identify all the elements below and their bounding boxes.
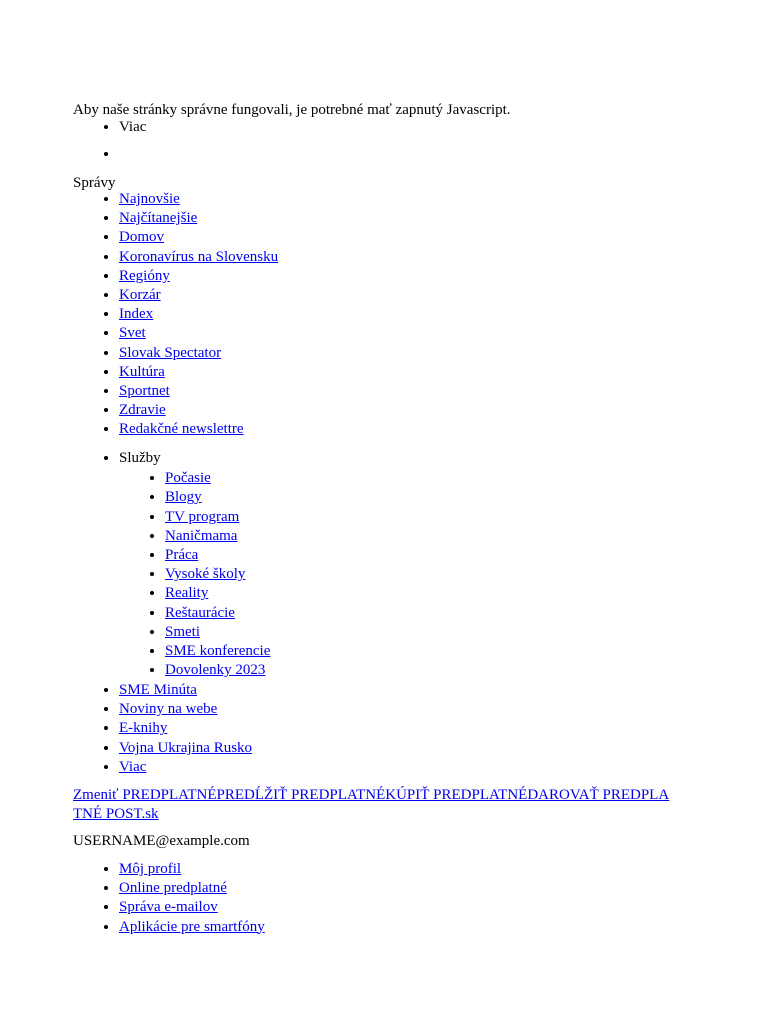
services-link-pocasie[interactable]: Počasie [165, 470, 211, 487]
extra-link-viac[interactable]: Viac [119, 758, 147, 775]
top-menu-more[interactable]: • Viac [119, 118, 759, 137]
extra-link-sme-minuta[interactable]: SME Minúta [119, 682, 197, 698]
news-menu-item [119, 228, 759, 247]
news-menu-item [119, 344, 759, 363]
news-link-index[interactable]: Index [119, 306, 154, 323]
profile-link-aplikacie[interactable]: Aplikácie pre smartfóny [119, 918, 265, 935]
news-link-newslettre[interactable]: Redakčné newslettre [119, 421, 244, 438]
services-link-tv-program[interactable]: TV program [165, 508, 240, 525]
services-link-vysoke-skoly[interactable]: Vysoké školy [165, 566, 246, 583]
news-menu-item [119, 248, 759, 267]
services-item [165, 527, 759, 546]
news-link-koronavirus[interactable]: Koronavírus na Slovensku [119, 248, 279, 265]
extra-menu-item [119, 681, 759, 700]
services-menu [73, 449, 759, 680]
services-item [165, 604, 759, 623]
news-menu-item [119, 267, 759, 286]
news-link-zdravie[interactable]: Zdravie [119, 402, 166, 419]
services-item [165, 565, 759, 584]
extra-menu-item [119, 700, 759, 719]
profile-link-online-predplatne[interactable]: Online predplatné [119, 880, 227, 897]
services-link-nanicmama[interactable]: Naničmama [165, 527, 238, 544]
services-link-praca[interactable]: Práca [165, 547, 199, 564]
extra-menu-item [119, 739, 759, 758]
top-menu-empty-item [119, 145, 759, 164]
extra-menu-item [119, 719, 759, 738]
news-link-kultura[interactable]: Kultúra [119, 363, 165, 380]
services-link-restauracie[interactable]: Reštaurácie [165, 604, 235, 621]
news-menu [73, 190, 759, 440]
profile-link-moj-profil[interactable]: Môj profil [119, 861, 182, 877]
news-link-domov[interactable]: Domov [119, 229, 164, 246]
subscription-link-line2[interactable]: TNÉ POST.sk [73, 806, 159, 823]
news-menu-item [119, 382, 759, 401]
services-label[interactable]: Služby [119, 450, 161, 466]
subscription-links [73, 786, 713, 824]
profile-menu-item [119, 918, 759, 937]
services-link-reality[interactable]: Reality [165, 585, 209, 602]
subscription-link-line1[interactable]: Zmeniť PREDPLATNÉPREDĹŽIŤ PREDPLATNÉKÚPIŤ PREDPLATNÉDAROVAŤ PREDPLA [73, 787, 670, 803]
news-menu-item [119, 324, 759, 343]
profile-link-sprava-emailov[interactable]: Správa e-mailov [119, 899, 218, 916]
top-menu [73, 118, 759, 164]
news-link-sportnet[interactable]: Sportnet [119, 383, 170, 400]
profile-menu-item [119, 860, 759, 879]
news-link-najnovsie[interactable]: Najnovšie [119, 191, 180, 207]
services-link-smeti[interactable]: Smeti [165, 623, 201, 640]
extra-link-noviny-na-webe[interactable]: Noviny na webe [119, 701, 218, 718]
profile-menu-item [119, 879, 759, 898]
services-item [165, 584, 759, 603]
news-link-regiony[interactable]: Regióny [119, 267, 170, 284]
services-item [165, 661, 759, 680]
services-link-blogy[interactable]: Blogy [165, 489, 202, 506]
services-link-sme-konferencie[interactable]: SME konferencie [165, 643, 271, 660]
services-menu-item [119, 449, 759, 680]
services-item [165, 488, 759, 507]
news-menu-item [119, 363, 759, 382]
news-menu-item [119, 401, 759, 420]
services-link-dovolenky[interactable]: Dovolenky 2023 [165, 662, 266, 679]
extra-menu-item [119, 758, 759, 777]
extra-link-vojna[interactable]: Vojna Ukrajina Rusko [119, 739, 253, 756]
news-link-najcitanejsie[interactable]: Najčítanejšie [119, 210, 198, 227]
profile-menu [73, 860, 759, 937]
services-item [165, 546, 759, 565]
news-link-korzar[interactable]: Korzár [119, 287, 161, 304]
news-menu-item [119, 190, 759, 209]
news-link-slovak-spectator[interactable]: Slovak Spectator [119, 344, 222, 361]
news-menu-item [119, 305, 759, 324]
news-link-svet[interactable]: Svet [119, 325, 146, 342]
news-menu-item [119, 286, 759, 305]
noscript-message: Aby naše stránky správne fungovali, je potrebné mať zapnutý Javascript. [73, 102, 511, 118]
extra-menu [73, 681, 759, 777]
user-email: USERNAME@example.com [73, 833, 250, 849]
news-section-label: Správy [73, 175, 116, 191]
extra-link-e-knihy[interactable]: E-knihy [119, 720, 168, 737]
profile-menu-item [119, 898, 759, 917]
services-item [165, 469, 759, 488]
news-menu-item [119, 420, 759, 439]
services-item [165, 508, 759, 527]
services-item [165, 642, 759, 661]
news-menu-item [119, 209, 759, 228]
services-submenu [119, 469, 759, 680]
services-item [165, 623, 759, 642]
